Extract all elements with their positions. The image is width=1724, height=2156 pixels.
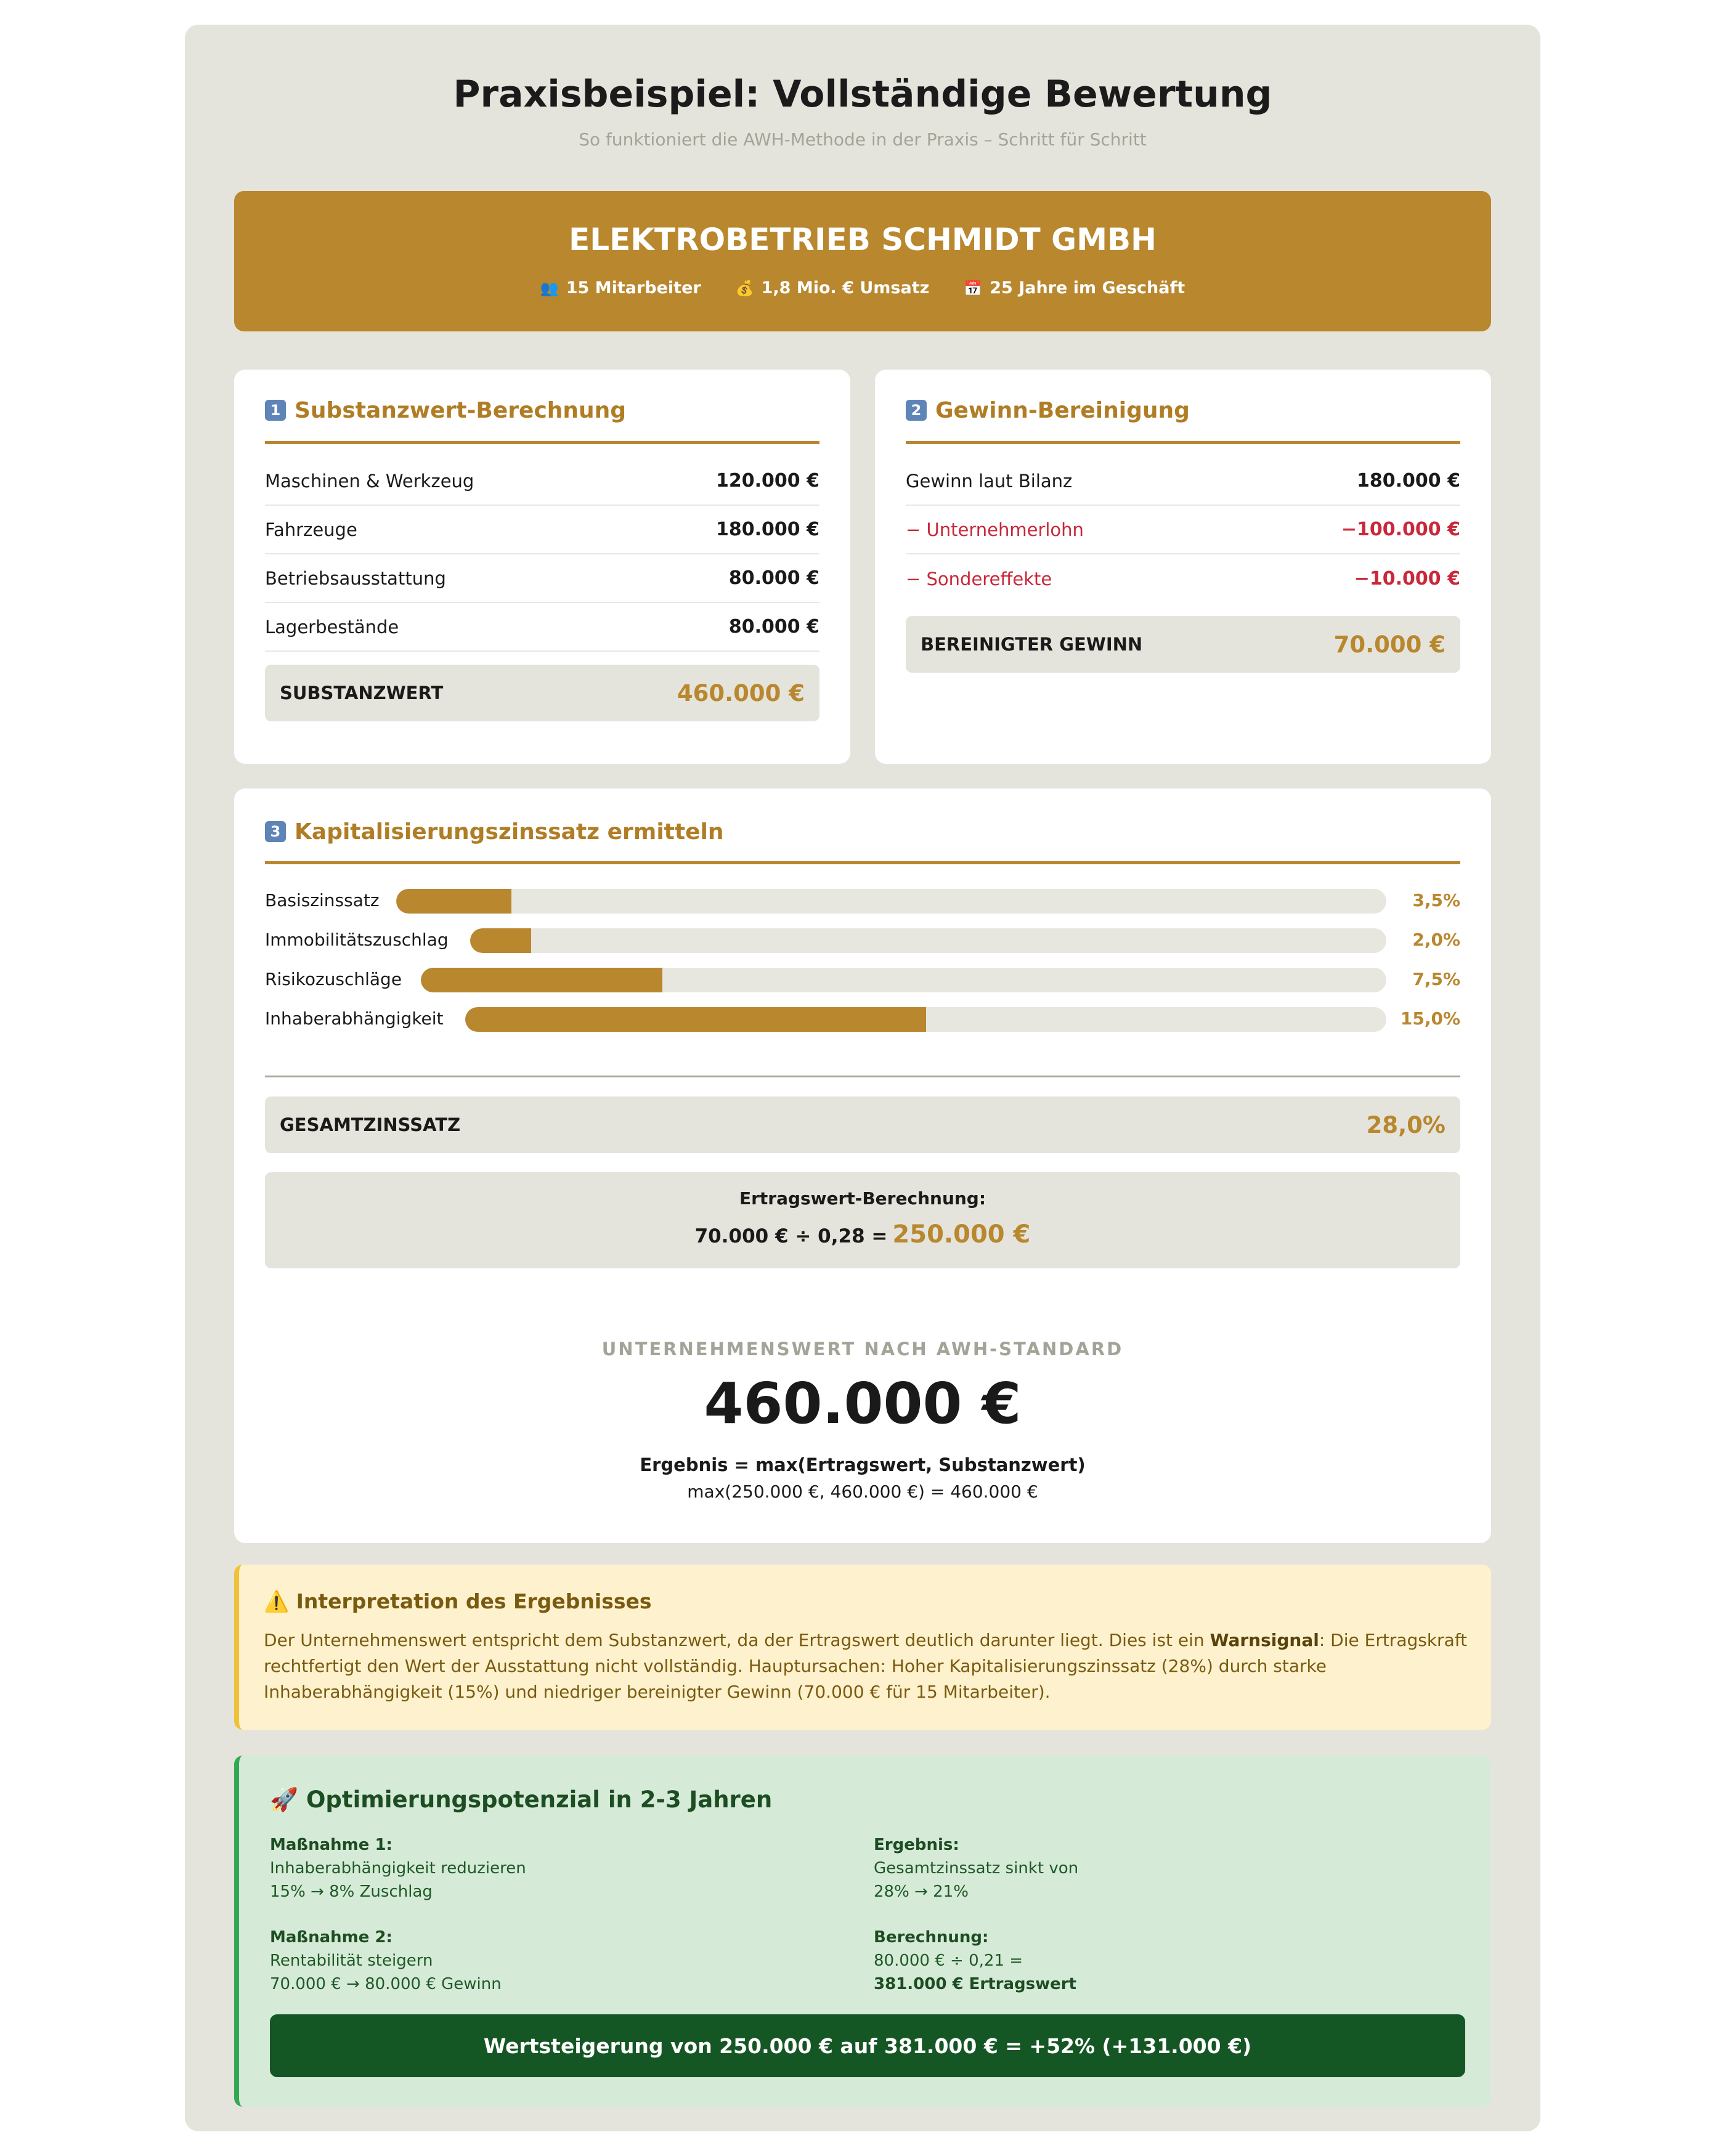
gewinn-row-deduction: − Unternehmerlohn −100.000 € (906, 506, 1460, 554)
rate-bar-track (465, 1007, 1386, 1032)
optimization-heading: 🚀 Optimierungspotenzial in 2-3 Jahren (270, 1786, 773, 1813)
people-icon: 👥 (540, 280, 559, 297)
rate-bar-row: Immobilitätszuschlag 2,0% (265, 928, 1460, 953)
interpretation-box (234, 1565, 1491, 1730)
result-cell: Ergebnis: Gesamtzinssatz sinkt von 28% → 21% (874, 1836, 1079, 1901)
substanz-row: Lagerbestände 80.000 € (265, 603, 819, 652)
value-increase-banner: Wertsteigerung von 250.000 € auf 381.000 € = +52% (+131.000 €) (270, 2014, 1465, 2077)
heading-rule (265, 441, 819, 444)
rate-bar-fill (465, 1007, 926, 1032)
rate-bar-track (421, 968, 1386, 992)
substanzwert-total: SUBSTANZWERT 460.000 € (265, 665, 819, 721)
measure-two: Maßnahme 2: Rentabilität steigern 70.000 € → 80.000 € Gewinn (270, 1928, 502, 1993)
rate-bar-fill (470, 928, 531, 953)
heading-rule (265, 861, 1460, 864)
gewinn-row-deduction: − Sondereffekte −10.000 € (906, 568, 1460, 590)
warning-icon: ⚠️ (264, 1589, 290, 1613)
result-value: 460.000 € (704, 1371, 1022, 1437)
calendar-icon: 📅 (964, 280, 983, 297)
rate-bar-fill (421, 968, 662, 992)
unternehmenswert-result (234, 1297, 1491, 1543)
interpretation-text: Der Unternehmenswert entspricht dem Substanzwert, da der Ertragswert deutlich darunter liegt. Dies ist ein Warnsignal: Die Ertragskraft rechtfertigt den Wert der Ausstattung nicht vollständig. Hauptursachen: Hoher Kapitalisierungszinssatz (28%) durch starke Inhaberabhängigkeit (15%) und niedriger bereinigter Gewinn (70.000 € für 15 Mitarbeiter). (264, 1630, 1468, 1702)
rocket-icon: 🚀 (270, 1786, 299, 1813)
kapitalisierung-heading: 3 Kapitalisierungszinssatz ermitteln (265, 819, 723, 845)
company-banner (234, 191, 1491, 331)
substanz-row: Betriebsausstattung 80.000 € (265, 554, 819, 603)
step-one-icon: 1 (265, 400, 286, 421)
gewinn-card (875, 370, 1491, 764)
substanzwert-heading: 1 Substanzwert-Berechnung (265, 398, 626, 423)
optimization-box (234, 1756, 1491, 2107)
ertragswert-calculation: Ertragswert-Berechnung: 70.000 € ÷ 0,28 = 250.000 € (265, 1172, 1460, 1268)
money-bag-icon: 💰 (735, 280, 754, 297)
rate-bar-fill (396, 889, 511, 914)
fact-years: 📅 25 Jahre im Geschäft (964, 278, 1185, 298)
company-facts (234, 278, 1491, 298)
fact-revenue: 💰 1,8 Mio. € Umsatz (735, 278, 930, 298)
page-container (185, 25, 1540, 2131)
rate-bar-row: Basiszinssatz 3,5% (265, 889, 1460, 914)
step-two-icon: 2 (906, 400, 927, 421)
page-subtitle: So funktioniert die AWH-Methode in der Praxis – Schritt für Schritt (579, 129, 1147, 150)
substanz-row: Maschinen & Werkzeug 120.000 € (265, 457, 819, 506)
rate-bar-track (470, 928, 1386, 953)
calculation-cell: Berechnung: 80.000 € ÷ 0,21 = 381.000 € Ertragswert (874, 1928, 1076, 1993)
gewinn-row: Gewinn laut Bilanz 180.000 € (906, 457, 1460, 506)
step-three-icon: 3 (265, 821, 286, 842)
gesamtzinssatz-total: GESAMTZINSSATZ 28,0% (265, 1096, 1460, 1153)
interpretation-heading: ⚠️ Interpretation des Ergebnisses (264, 1589, 652, 1613)
substanzwert-card (234, 370, 850, 764)
result-detail: max(250.000 €, 460.000 €) = 460.000 € (687, 1481, 1038, 1502)
company-name: ELEKTROBETRIEB SCHMIDT GMBH (569, 222, 1157, 257)
kapitalisierung-card (234, 788, 1491, 1300)
heading-rule (906, 441, 1460, 444)
gewinn-heading: 2 Gewinn-Bereinigung (906, 398, 1190, 423)
substanz-row: Fahrzeuge 180.000 € (265, 506, 819, 554)
rate-bar-row: Inhaberabhängigkeit 15,0% (265, 1007, 1460, 1032)
measure-one: Maßnahme 1: Inhaberabhängigkeit reduzieren 15% → 8% Zuschlag (270, 1836, 526, 1901)
page-title: Praxisbeispiel: Vollständige Bewertung (453, 73, 1272, 116)
bereinigter-gewinn-total: BEREINIGTER GEWINN 70.000 € (906, 616, 1460, 673)
fact-employees: 👥 15 Mitarbeiter (540, 278, 701, 298)
divider (265, 1076, 1460, 1077)
rate-bar-track (396, 889, 1386, 914)
result-kicker: UNTERNEHMENSWERT NACH AWH-STANDARD (601, 1339, 1124, 1360)
rate-bar-row: Risikozuschläge 7,5% (265, 968, 1460, 992)
result-formula: Ergebnis = max(Ertragswert, Substanzwert) (640, 1454, 1086, 1475)
